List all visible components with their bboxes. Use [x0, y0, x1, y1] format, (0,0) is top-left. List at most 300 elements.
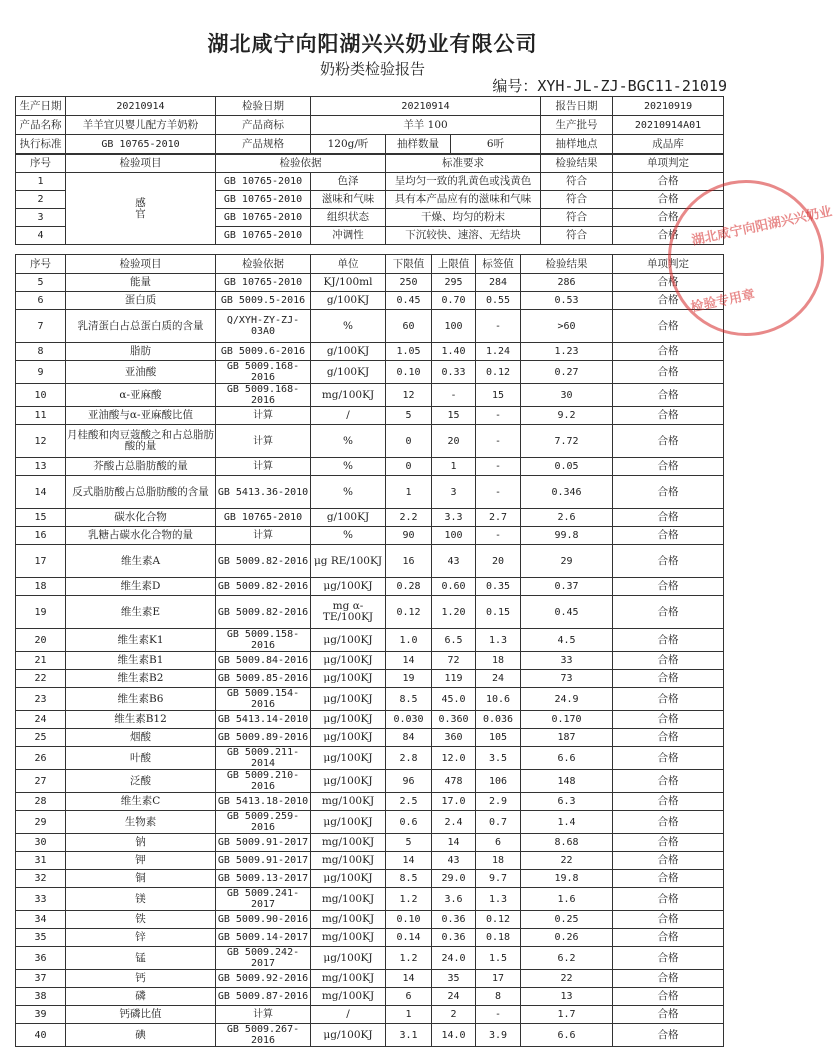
company-name: 湖北咸宁向阳湖兴兴奶业有限公司: [207, 32, 538, 56]
test-cell-judge: 合格: [613, 929, 724, 947]
sensory-cell-req: 下沉较快、速溶、无结块: [386, 227, 541, 245]
test-cell-item: 维生素E: [66, 596, 216, 629]
test-cell-label: 0.036: [476, 711, 521, 729]
test-cell-result: 9.2: [521, 407, 613, 425]
test-cell-no: 8: [16, 343, 66, 361]
test-cell-high: 14: [432, 834, 476, 852]
test-cell-judge: 合格: [613, 688, 724, 711]
test-cell-basis: GB 5009.210-2016: [216, 770, 311, 793]
test-cell-no: 17: [16, 545, 66, 578]
test-cell-low: 84: [386, 729, 432, 747]
test-cell-high: 6.5: [432, 629, 476, 652]
test-cell-no: 27: [16, 770, 66, 793]
test-cell-label: 0.12: [476, 911, 521, 929]
production-date: 20210914: [66, 97, 216, 116]
test-cell-item: 亚油酸: [66, 361, 216, 384]
test-cell-basis: GB 5009.158-2016: [216, 629, 311, 652]
test-cell-judge: 合格: [613, 711, 724, 729]
col-header-lower: 下限值: [386, 255, 432, 274]
test-row: [16, 929, 724, 947]
test-cell-label: 3.9: [476, 1024, 521, 1047]
test-cell-label: -: [476, 425, 521, 458]
test-cell-low: 14: [386, 652, 432, 670]
test-cell-unit: μg/100KJ: [311, 811, 386, 834]
test-cell-low: 0.10: [386, 361, 432, 384]
sensory-cell-req: 干燥、均匀的粉末: [386, 209, 541, 227]
test-cell-result: 6.6: [521, 1024, 613, 1047]
test-cell-unit: μg/100KJ: [311, 711, 386, 729]
col-header-upper: 上限值: [432, 255, 476, 274]
product-name: 羊羊宜贝婴儿配方羊奶粉: [66, 116, 216, 135]
test-cell-label: 106: [476, 770, 521, 793]
test-row: [16, 870, 724, 888]
test-row: [16, 888, 724, 911]
test-cell-high: 72: [432, 652, 476, 670]
test-row: [16, 747, 724, 770]
test-cell-basis: GB 5009.84-2016: [216, 652, 311, 670]
test-cell-result: 1.4: [521, 811, 613, 834]
test-cell-judge: 合格: [613, 361, 724, 384]
test-cell-no: 15: [16, 509, 66, 527]
test-cell-no: 18: [16, 578, 66, 596]
test-cell-unit: mg/100KJ: [311, 988, 386, 1006]
col-header-unit: 单位: [311, 255, 386, 274]
test-cell-item: 能量: [66, 274, 216, 292]
col-header-judgement: 单项判定: [613, 155, 724, 173]
col-header-judgement: 单项判定: [613, 255, 724, 274]
seal-bottom-text: 检验专用章: [689, 287, 757, 316]
test-cell-low: 0.14: [386, 929, 432, 947]
test-cell-no: 19: [16, 596, 66, 629]
test-cell-result: 0.26: [521, 929, 613, 947]
test-cell-high: 0.36: [432, 911, 476, 929]
test-cell-high: 15: [432, 407, 476, 425]
test-cell-low: 1: [386, 1006, 432, 1024]
test-row: [16, 596, 724, 629]
test-row: [16, 545, 724, 578]
test-cell-basis: GB 5009.6-2016: [216, 343, 311, 361]
test-cell-item: 磷: [66, 988, 216, 1006]
test-cell-judge: 合格: [613, 527, 724, 545]
test-cell-result: 1.7: [521, 1006, 613, 1024]
test-cell-item: 维生素B1: [66, 652, 216, 670]
test-cell-basis: GB 5009.90-2016: [216, 911, 311, 929]
test-cell-label: 1.24: [476, 343, 521, 361]
test-cell-judge: 合格: [613, 476, 724, 509]
test-cell-no: 40: [16, 1024, 66, 1047]
test-cell-label: -: [476, 458, 521, 476]
label-sample-qty: 抽样数量: [386, 135, 451, 154]
test-cell-unit: mg/100KJ: [311, 793, 386, 811]
test-cell-result: 0.53: [521, 292, 613, 310]
test-cell-high: 24.0: [432, 947, 476, 970]
test-cell-label: 6: [476, 834, 521, 852]
test-cell-judge: 合格: [613, 545, 724, 578]
test-cell-high: 2.4: [432, 811, 476, 834]
test-cell-low: 16: [386, 545, 432, 578]
test-cell-unit: μg/100KJ: [311, 1024, 386, 1047]
sensory-cell-name: 滋味和气味: [311, 191, 386, 209]
col-header-requirement: 标准要求: [386, 155, 541, 173]
test-cell-item: 维生素C: [66, 793, 216, 811]
test-row: [16, 688, 724, 711]
test-cell-result: 0.346: [521, 476, 613, 509]
test-cell-unit: mg/100KJ: [311, 929, 386, 947]
col-header-item: 检验项目: [66, 155, 216, 173]
test-cell-result: 0.170: [521, 711, 613, 729]
test-cell-label: 0.35: [476, 578, 521, 596]
test-cell-judge: 合格: [613, 729, 724, 747]
test-cell-low: 8.5: [386, 870, 432, 888]
test-cell-item: 蛋白质: [66, 292, 216, 310]
test-cell-unit: μg/100KJ: [311, 688, 386, 711]
test-cell-judge: 合格: [613, 811, 724, 834]
test-cell-judge: 合格: [613, 834, 724, 852]
test-cell-unit: g/100KJ: [311, 509, 386, 527]
test-row: [16, 425, 724, 458]
test-cell-no: 35: [16, 929, 66, 947]
sensory-cell-result: 符合: [541, 209, 613, 227]
test-row: [16, 811, 724, 834]
test-cell-judge: 合格: [613, 870, 724, 888]
test-cell-result: 13: [521, 988, 613, 1006]
test-cell-result: 6.3: [521, 793, 613, 811]
test-cell-item: 锌: [66, 929, 216, 947]
test-cell-result: 1.6: [521, 888, 613, 911]
test-cell-unit: mg/100KJ: [311, 852, 386, 870]
sensory-cell-group: 感 官: [66, 173, 216, 245]
test-cell-low: 5: [386, 834, 432, 852]
test-cell-result: 24.9: [521, 688, 613, 711]
test-cell-low: 1.05: [386, 343, 432, 361]
test-cell-no: 21: [16, 652, 66, 670]
header-row-2: [16, 116, 724, 135]
test-cell-item: 乳清蛋白占总蛋白质的含量: [66, 310, 216, 343]
test-cell-item: 芥酸占总脂肪酸的量: [66, 458, 216, 476]
test-cell-result: >60: [521, 310, 613, 343]
test-cell-label: -: [476, 407, 521, 425]
test-row: [16, 629, 724, 652]
test-cell-basis: GB 5413.18-2010: [216, 793, 311, 811]
test-cell-basis: GB 10765-2010: [216, 509, 311, 527]
test-cell-unit: %: [311, 425, 386, 458]
test-cell-high: -: [432, 384, 476, 407]
label-product-name: 产品名称: [16, 116, 66, 135]
test-cell-unit: mg α-TE/100KJ: [311, 596, 386, 629]
col-header-label: 标签值: [476, 255, 521, 274]
col-header-basis: 检验依据: [216, 255, 311, 274]
test-cell-low: 2.5: [386, 793, 432, 811]
test-row: [16, 652, 724, 670]
sample-qty: 6听: [451, 135, 541, 154]
test-cell-label: 8: [476, 988, 521, 1006]
test-cell-judge: 合格: [613, 292, 724, 310]
test-cell-low: 1.0: [386, 629, 432, 652]
test-cell-unit: μg/100KJ: [311, 629, 386, 652]
test-cell-unit: g/100KJ: [311, 361, 386, 384]
test-cell-basis: 计算: [216, 407, 311, 425]
test-cell-basis: GB 5009.92-2016: [216, 970, 311, 988]
label-batch-no: 生产批号: [541, 116, 613, 135]
test-cell-judge: 合格: [613, 1024, 724, 1047]
test-cell-item: 钙: [66, 970, 216, 988]
test-cell-no: 5: [16, 274, 66, 292]
test-cell-high: 43: [432, 852, 476, 870]
report-number: 编号：XYH-JL-ZJ-BGC11-21019: [492, 77, 727, 95]
test-cell-high: 17.0: [432, 793, 476, 811]
test-cell-result: 99.8: [521, 527, 613, 545]
test-row: [16, 834, 724, 852]
test-cell-no: 33: [16, 888, 66, 911]
test-cell-judge: 合格: [613, 988, 724, 1006]
test-cell-judge: 合格: [613, 629, 724, 652]
sensory-cell-no: 1: [16, 173, 66, 191]
test-cell-high: 14.0: [432, 1024, 476, 1047]
test-row: [16, 527, 724, 545]
test-cell-low: 250: [386, 274, 432, 292]
test-row: [16, 793, 724, 811]
test-cell-label: 1.3: [476, 888, 521, 911]
test-cell-basis: Q/XYH-ZY-ZJ-03A0: [216, 310, 311, 343]
test-cell-no: 24: [16, 711, 66, 729]
test-row: [16, 361, 724, 384]
test-cell-no: 36: [16, 947, 66, 970]
test-cell-result: 33: [521, 652, 613, 670]
test-cell-item: 乳糖占碳水化合物的量: [66, 527, 216, 545]
test-cell-basis: GB 5009.82-2016: [216, 596, 311, 629]
test-cell-label: 2.7: [476, 509, 521, 527]
test-cell-item: 钠: [66, 834, 216, 852]
test-cell-no: 9: [16, 361, 66, 384]
test-cell-item: 铜: [66, 870, 216, 888]
test-cell-item: 叶酸: [66, 747, 216, 770]
test-cell-basis: GB 5009.85-2016: [216, 670, 311, 688]
test-cell-high: 478: [432, 770, 476, 793]
test-cell-low: 1.2: [386, 888, 432, 911]
sensory-cell-name: 组织状态: [311, 209, 386, 227]
spec: 120g/听: [311, 135, 386, 154]
test-cell-low: 90: [386, 527, 432, 545]
main-header-row: [16, 255, 724, 274]
sensory-cell-judge: 合格: [613, 209, 724, 227]
test-cell-judge: 合格: [613, 652, 724, 670]
sensory-cell-result: 符合: [541, 173, 613, 191]
test-cell-unit: %: [311, 310, 386, 343]
test-cell-judge: 合格: [613, 425, 724, 458]
test-cell-basis: GB 5413.36-2010: [216, 476, 311, 509]
test-cell-high: 43: [432, 545, 476, 578]
test-cell-basis: 计算: [216, 425, 311, 458]
test-cell-low: 14: [386, 970, 432, 988]
test-cell-label: 0.18: [476, 929, 521, 947]
test-cell-low: 96: [386, 770, 432, 793]
col-header-basis: 检验依据: [216, 155, 386, 173]
test-cell-low: 0.030: [386, 711, 432, 729]
test-cell-result: 0.45: [521, 596, 613, 629]
test-cell-no: 31: [16, 852, 66, 870]
test-cell-low: 1.2: [386, 947, 432, 970]
test-cell-low: 12: [386, 384, 432, 407]
main-tests-table: [15, 254, 724, 1047]
test-cell-judge: 合格: [613, 793, 724, 811]
test-row: [16, 578, 724, 596]
test-cell-unit: /: [311, 407, 386, 425]
test-cell-unit: mg/100KJ: [311, 888, 386, 911]
test-cell-judge: 合格: [613, 747, 724, 770]
test-cell-no: 7: [16, 310, 66, 343]
test-cell-item: α-亚麻酸: [66, 384, 216, 407]
test-cell-judge: 合格: [613, 407, 724, 425]
test-cell-basis: GB 5009.241-2017: [216, 888, 311, 911]
test-row: [16, 407, 724, 425]
test-cell-judge: 合格: [613, 970, 724, 988]
test-cell-no: 13: [16, 458, 66, 476]
test-cell-result: 0.27: [521, 361, 613, 384]
test-cell-no: 29: [16, 811, 66, 834]
test-cell-low: 0.28: [386, 578, 432, 596]
test-cell-label: 24: [476, 670, 521, 688]
test-cell-judge: 合格: [613, 509, 724, 527]
test-cell-basis: GB 5009.168-2016: [216, 384, 311, 407]
test-cell-label: -: [476, 527, 521, 545]
sensory-cell-judge: 合格: [613, 227, 724, 245]
test-row: [16, 711, 724, 729]
sensory-cell-name: 色泽: [311, 173, 386, 191]
test-cell-no: 39: [16, 1006, 66, 1024]
test-cell-label: 15: [476, 384, 521, 407]
test-row: [16, 988, 724, 1006]
test-cell-low: 5: [386, 407, 432, 425]
test-cell-result: 22: [521, 970, 613, 988]
test-cell-item: 碘: [66, 1024, 216, 1047]
test-cell-judge: 合格: [613, 384, 724, 407]
test-cell-unit: μg/100KJ: [311, 578, 386, 596]
test-cell-basis: GB 5009.82-2016: [216, 545, 311, 578]
test-cell-basis: GB 5009.14-2017: [216, 929, 311, 947]
report-date: 20210919: [613, 97, 724, 116]
test-cell-basis: 计算: [216, 1006, 311, 1024]
test-cell-unit: g/100KJ: [311, 343, 386, 361]
test-cell-low: 0: [386, 458, 432, 476]
label-trademark: 产品商标: [216, 116, 311, 135]
test-cell-label: 0.15: [476, 596, 521, 629]
test-cell-unit: mg/100KJ: [311, 911, 386, 929]
test-cell-result: 187: [521, 729, 613, 747]
test-cell-item: 镁: [66, 888, 216, 911]
test-cell-basis: GB 5009.89-2016: [216, 729, 311, 747]
test-cell-unit: μg/100KJ: [311, 770, 386, 793]
test-cell-no: 22: [16, 670, 66, 688]
test-cell-judge: 合格: [613, 911, 724, 929]
test-cell-item: 维生素B12: [66, 711, 216, 729]
test-cell-low: 0.6: [386, 811, 432, 834]
sensory-cell-judge: 合格: [613, 173, 724, 191]
sensory-table: [15, 154, 724, 245]
test-row: [16, 384, 724, 407]
test-cell-high: 0.33: [432, 361, 476, 384]
test-cell-label: 0.55: [476, 292, 521, 310]
test-cell-basis: GB 10765-2010: [216, 274, 311, 292]
test-cell-label: 1.5: [476, 947, 521, 970]
test-cell-basis: GB 5009.87-2016: [216, 988, 311, 1006]
label-spec: 产品规格: [216, 135, 311, 154]
test-cell-high: 29.0: [432, 870, 476, 888]
test-cell-judge: 合格: [613, 947, 724, 970]
test-cell-label: 284: [476, 274, 521, 292]
batch-no: 20210914A01: [613, 116, 724, 135]
label-standard: 执行标准: [16, 135, 66, 154]
test-cell-result: 148: [521, 770, 613, 793]
test-cell-basis: GB 5009.211-2014: [216, 747, 311, 770]
test-cell-basis: GB 5009.168-2016: [216, 361, 311, 384]
test-cell-no: 11: [16, 407, 66, 425]
sensory-cell-basis: GB 10765-2010: [216, 191, 311, 209]
test-cell-unit: mg/100KJ: [311, 834, 386, 852]
test-cell-item: 反式脂肪酸占总脂肪酸的含量: [66, 476, 216, 509]
test-cell-low: 8.5: [386, 688, 432, 711]
test-cell-low: 0.45: [386, 292, 432, 310]
header-row-1: [16, 97, 724, 116]
test-cell-no: 10: [16, 384, 66, 407]
test-cell-no: 16: [16, 527, 66, 545]
test-row: [16, 911, 724, 929]
test-cell-basis: GB 5009.82-2016: [216, 578, 311, 596]
test-cell-basis: GB 5009.91-2017: [216, 834, 311, 852]
test-cell-unit: mg/100KJ: [311, 970, 386, 988]
test-cell-judge: 合格: [613, 458, 724, 476]
test-cell-basis: GB 5009.267-2016: [216, 1024, 311, 1047]
test-cell-high: 1.20: [432, 596, 476, 629]
sensory-cell-name: 冲调性: [311, 227, 386, 245]
test-row: [16, 310, 724, 343]
test-cell-judge: 合格: [613, 670, 724, 688]
label-report-date: 报告日期: [541, 97, 613, 116]
test-cell-low: 0: [386, 425, 432, 458]
test-cell-item: 月桂酸和肉豆蔻酸之和占总脂肪酸的量: [66, 425, 216, 458]
test-row: [16, 729, 724, 747]
test-cell-judge: 合格: [613, 596, 724, 629]
test-cell-no: 34: [16, 911, 66, 929]
test-cell-low: 2.8: [386, 747, 432, 770]
test-row: [16, 1006, 724, 1024]
test-cell-result: 7.72: [521, 425, 613, 458]
test-cell-item: 维生素D: [66, 578, 216, 596]
test-row: [16, 292, 724, 310]
test-cell-result: 22: [521, 852, 613, 870]
test-row: [16, 343, 724, 361]
test-cell-result: 6.2: [521, 947, 613, 970]
test-cell-no: 12: [16, 425, 66, 458]
test-cell-unit: KJ/100ml: [311, 274, 386, 292]
test-cell-item: 烟酸: [66, 729, 216, 747]
test-cell-high: 295: [432, 274, 476, 292]
test-cell-result: 29: [521, 545, 613, 578]
test-cell-high: 45.0: [432, 688, 476, 711]
col-header-no: 序号: [16, 255, 66, 274]
sensory-cell-no: 4: [16, 227, 66, 245]
test-cell-label: 9.7: [476, 870, 521, 888]
test-cell-item: 钾: [66, 852, 216, 870]
test-cell-result: 73: [521, 670, 613, 688]
test-cell-item: 维生素B2: [66, 670, 216, 688]
test-cell-result: 286: [521, 274, 613, 292]
test-cell-item: 脂肪: [66, 343, 216, 361]
test-row: [16, 852, 724, 870]
test-cell-unit: mg/100KJ: [311, 384, 386, 407]
test-cell-high: 360: [432, 729, 476, 747]
col-header-result: 检验结果: [541, 155, 613, 173]
test-cell-label: 17: [476, 970, 521, 988]
